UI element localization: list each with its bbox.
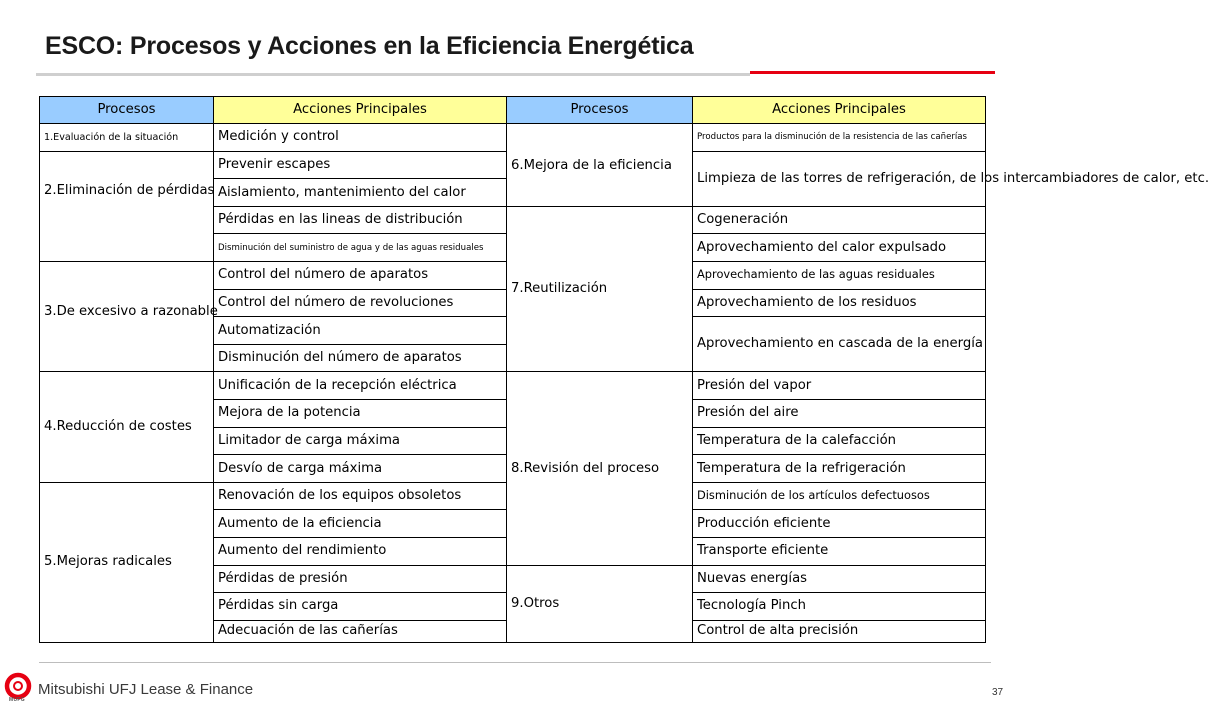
slide-title: ESCO: Procesos y Acciones en la Eficiencia Energética bbox=[45, 32, 694, 60]
action-cell: Renovación de los equipos obsoletos bbox=[214, 482, 507, 510]
process-cell: 9.Otros bbox=[507, 565, 693, 642]
action-cell: Producción eficiente bbox=[693, 510, 986, 538]
action-cell: Disminución de los artículos defectuosos bbox=[693, 482, 986, 510]
process-cell: 3.De excesivo a razonable bbox=[40, 261, 214, 371]
process-cell: 1.Evaluación de la situación bbox=[40, 124, 214, 152]
process-cell: 4.Reducción de costes bbox=[40, 372, 214, 482]
table-header-row bbox=[40, 97, 986, 124]
action-cell: Aislamiento, mantenimiento del calor bbox=[214, 179, 507, 207]
action-cell: Pérdidas en las lineas de distribución bbox=[214, 206, 507, 234]
header-processes-left: Procesos bbox=[40, 97, 214, 124]
title-underline-red bbox=[750, 71, 995, 74]
action-cell: Presión del vapor bbox=[693, 372, 986, 400]
process-cell: 6.Mejora de la eficiencia bbox=[507, 124, 693, 207]
action-cell: Control del número de aparatos bbox=[214, 261, 507, 289]
action-cell: Adecuación de las cañerías bbox=[214, 620, 507, 642]
action-cell: Aumento del rendimiento bbox=[214, 537, 507, 565]
action-cell: Cogeneración bbox=[693, 206, 986, 234]
action-cell: Aumento de la eficiencia bbox=[214, 510, 507, 538]
table-row bbox=[40, 372, 986, 400]
action-cell: Medición y control bbox=[214, 124, 507, 152]
action-cell: Pérdidas sin carga bbox=[214, 593, 507, 621]
action-cell: Temperatura de la calefacción bbox=[693, 427, 986, 455]
action-cell: Control de alta precisión bbox=[693, 620, 986, 642]
process-cell: 7.Reutilización bbox=[507, 206, 693, 372]
action-cell: Control del número de revoluciones bbox=[214, 289, 507, 317]
action-cell: Aprovechamiento de los residuos bbox=[693, 289, 986, 317]
action-cell: Presión del aire bbox=[693, 399, 986, 427]
action-cell: Disminución del número de aparatos bbox=[214, 344, 507, 372]
action-cell: Prevenir escapes bbox=[214, 151, 507, 179]
action-cell: Productos para la disminución de la resistencia de las cañerías bbox=[693, 124, 986, 152]
logo-tag: MUFG bbox=[9, 697, 25, 703]
process-cell: 8.Revisión del proceso bbox=[507, 372, 693, 565]
process-cell: 5.Mejoras radicales bbox=[40, 482, 214, 642]
mufg-logo-icon bbox=[4, 672, 32, 700]
esco-process-table bbox=[39, 96, 1209, 643]
action-cell: Disminución del suministro de agua y de las aguas residuales bbox=[214, 234, 507, 262]
table-row bbox=[40, 124, 986, 152]
header-processes-right: Procesos bbox=[507, 97, 693, 124]
process-cell: 2.Eliminación de pérdidas bbox=[40, 151, 214, 261]
action-cell: Automatización bbox=[214, 317, 507, 345]
footer-divider bbox=[39, 662, 991, 663]
page-number: 37 bbox=[992, 687, 1004, 698]
action-cell: Aprovechamiento de las aguas residuales bbox=[693, 261, 986, 289]
action-cell: Unificación de la recepción eléctrica bbox=[214, 372, 507, 400]
action-cell: Nuevas energías bbox=[693, 565, 986, 593]
action-cell: Limpieza de las torres de refrigeración, de los intercambiadores de calor, etc. bbox=[693, 151, 986, 206]
action-cell: Transporte eficiente bbox=[693, 537, 986, 565]
header-actions-right: Acciones Principales bbox=[693, 97, 986, 124]
title-underline-gray bbox=[36, 73, 750, 76]
action-cell: Temperatura de la refrigeración bbox=[693, 455, 986, 483]
action-cell: Aprovechamiento en cascada de la energía bbox=[693, 317, 986, 372]
action-cell: Tecnología Pinch bbox=[693, 593, 986, 621]
action-cell: Pérdidas de presión bbox=[214, 565, 507, 593]
action-cell: Limitador de carga máxima bbox=[214, 427, 507, 455]
action-cell: Aprovechamiento del calor expulsado bbox=[693, 234, 986, 262]
action-cell: Mejora de la potencia bbox=[214, 399, 507, 427]
company-name: Mitsubishi UFJ Lease & Finance bbox=[38, 681, 254, 698]
header-actions-left: Acciones Principales bbox=[214, 97, 507, 124]
action-cell: Desvío de carga máxima bbox=[214, 455, 507, 483]
